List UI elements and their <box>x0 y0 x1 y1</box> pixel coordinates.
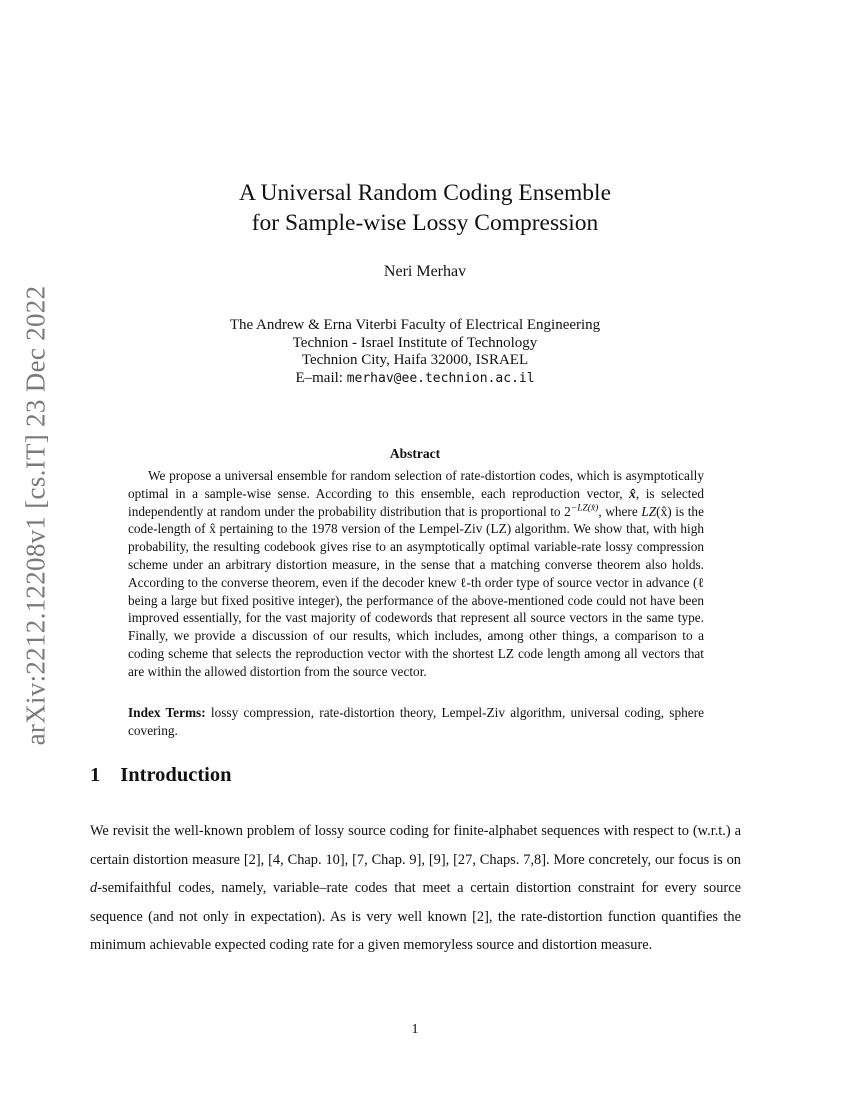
abstract-heading: Abstract <box>389 446 441 461</box>
section-number: 1 <box>90 764 101 786</box>
index-terms <box>128 704 704 740</box>
abstract-lz: LZ <box>641 503 657 519</box>
intro-text-1: We revisit the well-known problem of lossy source coding for finite-alphabet sequences with respect to (w.r.t.) a certain distortion measure [2], [4, Chap. 10], [7, Chap. 9], [9], [27, Chaps. 7,8]. More concretely, our focus is on <box>90 823 741 868</box>
intro-d: d <box>90 880 98 896</box>
abstract-body <box>128 467 704 681</box>
index-terms-label: Index Terms: <box>128 705 206 720</box>
title-line-2: for Sample-wise Lossy Compression <box>251 210 599 236</box>
affiliation-line-3: Technion City, Haifa 32000, ISRAEL <box>301 352 529 368</box>
email-label: E–mail: <box>295 369 347 386</box>
author-name: Neri Merhav <box>383 263 467 280</box>
abstract-text-3: , where <box>598 503 642 519</box>
email-address: merhav@ee.technion.ac.il <box>346 370 535 386</box>
page-number: 1 <box>411 1022 419 1037</box>
abstract-text-1: We propose a universal ensemble for random selection of rate-distortion codes, which is asymptotically optimal in a sample-wise sense. According to this ensemble, each reproduction vector, <box>128 468 704 501</box>
abstract-superscript: −LZ(x̂) <box>570 503 599 514</box>
affiliation-line-1: The Andrew & Erna Viterbi Faculty of Electrical Engineering <box>229 317 601 333</box>
abstract-text-4: (x̂) is the code-length of x̂ pertaining to the 1978 version of the Lempel-Ziv (LZ) algorithm. We show that, with high probability, the resulting codebook gives rise to an asymptotically optimal variable-rate lossy compression scheme under an arbitrary distortion measure, in the sense that a matching converse theorem also holds. According to the converse theorem, even if the decoder knew ℓ-th order type of source vector in advance (ℓ being a large but fixed positive integer), the performance of the above-mentioned code could not have been improved essentially, for the vast majority of codewords that represent all source vectors in the same type. Finally, we provide a discussion of our results, which includes, among other things, a comparison to a coding scheme that selects the reproduction vector with the shortest LZ code length among all vectors that are within the allowed distortion from the source vector. <box>128 503 704 679</box>
paper-title <box>0 178 850 238</box>
index-terms-text: lossy compression, rate-distortion theory, Lempel-Ziv algorithm, universal coding, sphere covering. <box>128 705 704 738</box>
abstract-text-2: , is selected independently at random under the probability distribution that is proportional to 2 <box>128 485 704 519</box>
section-title: Introduction <box>120 764 232 786</box>
intro-paragraph <box>90 817 741 960</box>
section-heading <box>90 764 232 787</box>
title-line-1: A Universal Random Coding Ensemble <box>238 180 612 206</box>
arxiv-identifier-text: arXiv:2212.12208v1 [cs.IT] 23 Dec 2022 <box>20 285 51 745</box>
intro-text-2: -semifaithful codes, namely, variable–rate codes that meet a certain distortion constraint for every source sequence (and not only in expectation). As is very well known [2], the rate-distortion function quantifies the minimum achievable expected coding rate for a given memoryless source and distortion measure. <box>90 880 741 953</box>
affiliation-block <box>0 317 830 387</box>
abstract-xhat: x̂ <box>629 485 636 501</box>
email-line <box>0 370 830 388</box>
affiliation-line-2: Technion - Israel Institute of Technology <box>292 334 538 351</box>
